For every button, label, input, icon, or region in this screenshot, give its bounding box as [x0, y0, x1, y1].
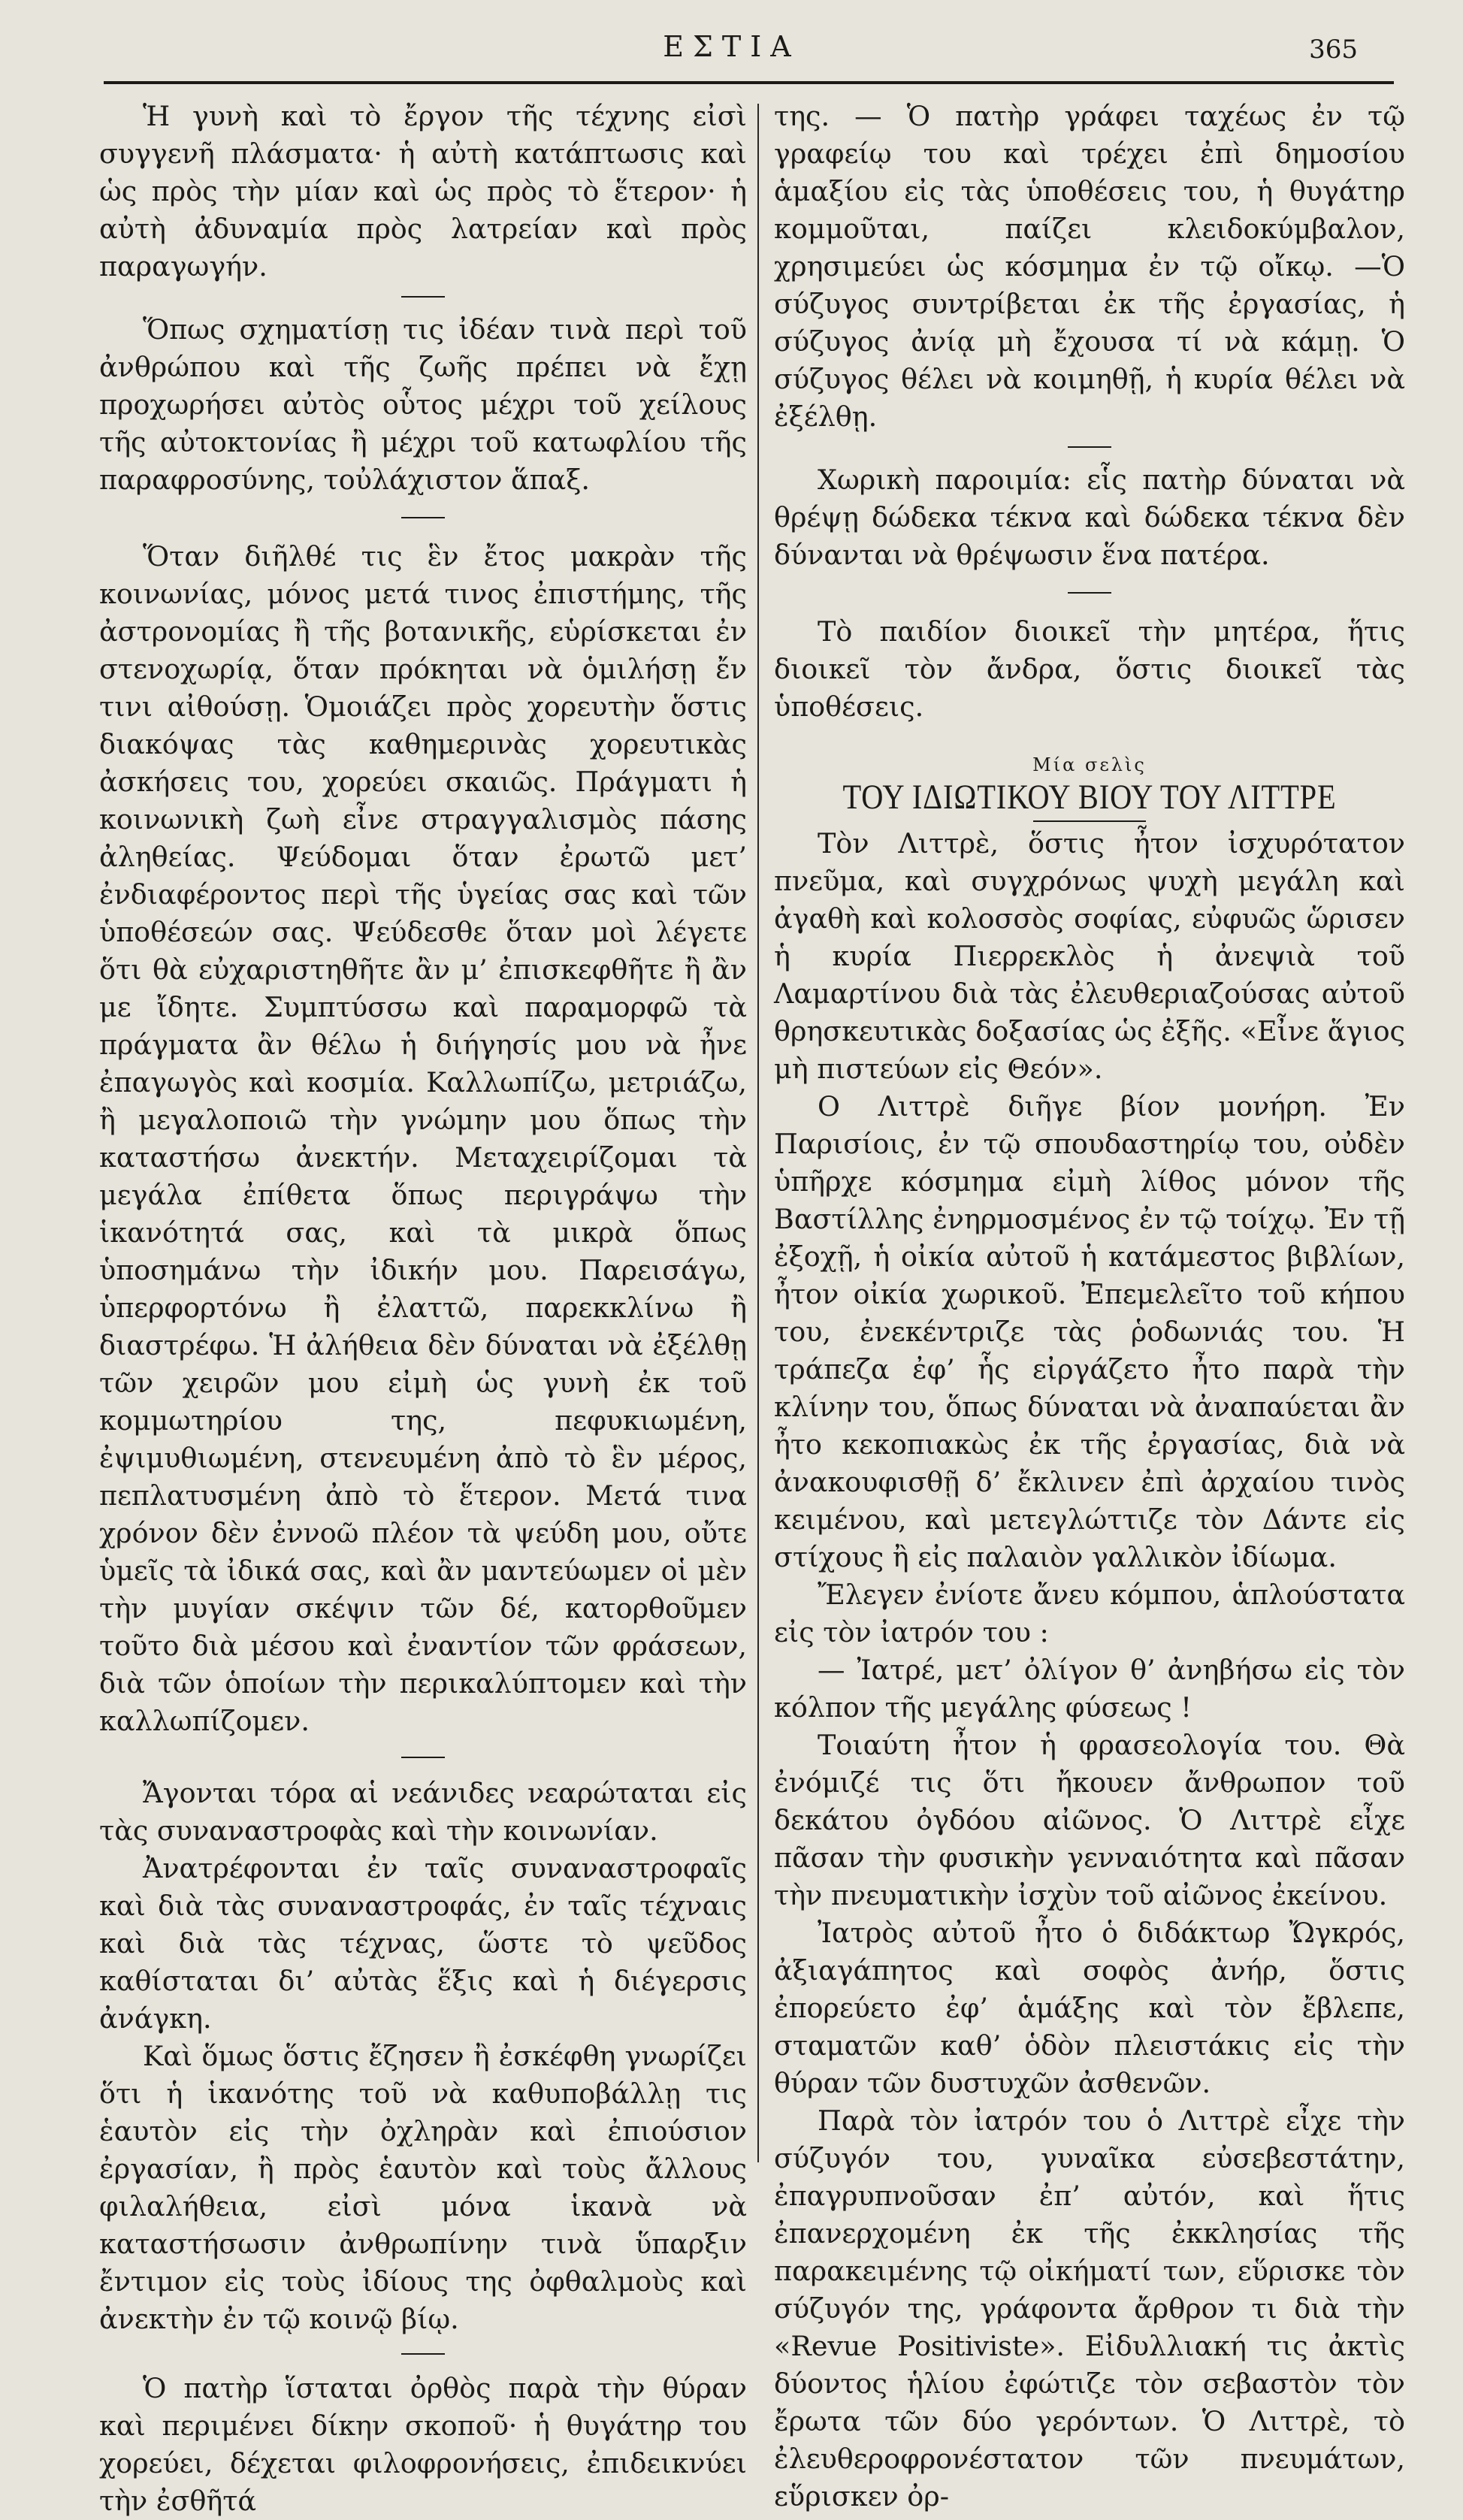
paragraph: Τὸν Λιττρὲ, ὅστις ἦτον ἰσχυρότατον πνεῦμα, καὶ συγχρόνως ψυχὴ μεγάλη καὶ ἀγαθὴ καὶ κολοσσὸς σοφίας, εὐφυῶς ὥρισεν ἡ κυρία Πιερρεκλὸς ἡ ἀνεψιὰ τοῦ Λαμαρτίνου διὰ τὰς ἐλευθεριαζούσας αὐτοῦ θρησκευτικὰς δοξασίας ὡς ἐξῆς. «Εἶνε ἅγιος μὴ πιστεύων εἰς Θεόν».: [774, 827, 1405, 1085]
paragraph: Καὶ ὅμως ὅστις ἔζησεν ἢ ἐσκέφθη γνωρίζει ὅτι ἡ ἱκανότης τοῦ νὰ καθυποβάλλῃ τις ἑαυτὸν εἰς τὴν ὀχληρὰν καὶ ἐπιούσιον ἐργασίαν, ἢ πρὸς ἑαυτὸν καὶ τοὺς ἄλλους φιλαλήθεια, εἰσὶ μόνα ἱκανὰ νὰ καταστήσωσιν ἀνθρωπίνην τινὰ ὕπαρξιν ἔντιμον εἰς τοὺς ἰδίους της ὀφθαλμοὺς καὶ ἀνεκτὴν ἐν τῷ κοινῷ βίῳ.: [99, 2040, 747, 2335]
separator-dash: [401, 2353, 445, 2355]
section-title-rule: [1033, 820, 1146, 822]
paragraph: Ο Λιττρὲ διῆγε βίον μονήρη. Ἐν Παρισίοις, ἐν τῷ σπουδαστηρίῳ του, οὐδὲν ὑπῆρχε κόσμημα εἰμὴ λίθος μόνον τῆς Βαστίλλης ἐνηρμοσμένος ἐν τῷ τοίχῳ. Ἐν τῇ ἐξοχῇ, ἡ οἰκία αὐτοῦ ἡ κατάμεστος βιβλίων, ἦτον οἰκία χωρικοῦ. Ἐπεμελεῖτο τοῦ κήπου του, ἐνεκέντριζε τὰς ῥοδωνιάς του. Ἡ τράπεζα ἐφ’ ἧς εἰργάζετο ἦτο παρὰ τὴν κλίνην του, ὅπως δύναται νὰ ἀναπαύεται ἂν ἦτο κεκοπιακὼς ἐκ τῆς ἐργασίας, διὰ νὰ ἀνακουφισθῇ δ’ ἔκλινεν ἐπὶ ἀρχαίου τινὸς κειμένου, καὶ μετεγλώττιζε τὸν Δάντε εἰς στίχους ἢ εἰς παλαιὸν γαλλικὸν ἰδίωμα.: [774, 1090, 1405, 1573]
separator-dash: [1068, 592, 1111, 594]
paragraph: Ἄγονται τόρα αἱ νεάνιδες νεαρώταται εἰς τὰς συναναστροφὰς καὶ τὴν κοινωνίαν.: [99, 1777, 747, 1847]
paragraph: Ἔλεγεν ἐνίοτε ἄνευ κόμπου, ἁπλούστατα εἰς τὸν ἰατρόν του :: [774, 1579, 1405, 1648]
column-rule: [757, 104, 759, 2162]
separator-dash: [401, 517, 445, 518]
left-column: [99, 98, 747, 2517]
paragraph: Τὸ παιδίον διοικεῖ τὴν μητέρα, ἥτις διοικεῖ τὸν ἄνδρα, ὅστις διοικεῖ τὰς ὑποθέσεις.: [774, 615, 1405, 723]
running-head: [0, 21, 1463, 74]
paragraph: Ἰατρὸς αὐτοῦ ἦτο ὁ διδάκτωρ Ὤγκρός, ἀξιαγάπητος καὶ σοφὸς ἀνήρ, ὅστις ἐπορεύετο ἐφ’ ἁμάξης καὶ τὸν ἔβλεπε, σταματῶν καθ’ ὁδὸν πλειστάκις εἰς τὴν θύραν τῶν δυστυχῶν ἀσθενῶν.: [774, 1917, 1405, 2099]
paragraph: Ὅταν διῆλθέ τις ἓν ἔτος μακρὰν τῆς κοινωνίας, μόνος μετά τινος ἐπιστήμης, τῆς ἀστρονομίας ἢ τῆς βοτανικῆς, εὑρίσκεται ἐν στενοχωρίᾳ, ὅταν πρόκηται νὰ ὁμιλήσῃ ἔν τινι αἰθούσῃ. Ὁμοιάζει πρὸς χορευτὴν ὅστις διακόψας τὰς καθημερινὰς χορευτικὰς ἀσκήσεις του, χορεύει σκαιῶς. Πράγματι ἡ κοινωνικὴ ζωὴ εἶνε στραγγαλισμὸς πάσης ἀληθείας. Ψεύδομαι ὅταν ἐρωτῶ μετ’ ἐνδιαφέροντος περὶ τῆς ὑγείας σας καὶ τῶν ὑποθέσεών σας. Ψεύδεσθε ὅταν μοὶ λέγετε ὅτι θὰ εὐχαριστηθῆτε ἂν μ’ ἐπισκεφθῆτε ἢ ἂν με ἴδητε. Συμπτύσσω καὶ παραμορφῶ τὰ πράγματα ἂν θέλω ἡ διήγησίς μου νὰ ἦνε ἐπαγωγὸς καὶ κοσμία. Καλλωπίζω, μετριάζω, ἢ μεγαλοποιῶ τὴν γνώμην μου ὅπως τὴν καταστήσω ἀνεκτήν. Μεταχειρίζομαι τὰ μεγάλα ἐπίθετα ὅπως περιγράψω τὴν ἱκανότητά σας, καὶ τὰ μικρὰ ὅπως ὑποσημάνω τὴν ἰδικήν μου. Παρεισάγω, ὑπερφορτόνω ἢ ἐλαττῶ, παρεκκλίνω ἢ διαστρέφω. Ἡ ἀλήθεια δὲν δύναται νὰ ἐξέλθῃ τῶν χειρῶν μου εἰμὴ ὡς γυνὴ ἐκ τοῦ κομμωτηρίου της, πεφυκιωμένη, ἐψιμυθιωμένη, στενευμένη ἀπὸ τὸ ἓν μέρος, πεπλατυσμένη ἀπὸ τὸ ἕτερον. Μετά τινα χρόνον δὲν ἐννοῶ πλέον τὰ ψεύδη μου, οὔτε ὑμεῖς τὰ ἰδικά σας, καὶ ἂν μαντεύωμεν οἱ μὲν τὴν μυγίαν σκέψιν τῶν δέ, κατορθοῦμεν τοῦτο διὰ μέσου καὶ ἐναντίον τῶν φράσεων, διὰ τῶν ὁποίων τὴν περικαλύπτομεν καὶ τὴν καλλωπίζομεν.: [99, 540, 747, 1737]
page-number: 365: [1309, 35, 1358, 65]
section-kicker: Μία σελὶς: [1032, 754, 1147, 775]
paragraph: Ὁ πατὴρ ἵσταται ὀρθὸς παρὰ τὴν θύραν καὶ περιμένει δίκην σκοποῦ· ἡ θυγάτηρ του χορεύει, δέχεται φιλοφρονήσεις, ἐπιδεικνύει τὴν ἐσθῆτά: [99, 2372, 747, 2517]
paragraph: Ὅπως σχηματίσῃ τις ἰδέαν τινὰ περὶ τοῦ ἀνθρώπου καὶ τῆς ζωῆς πρέπει νὰ ἔχῃ προχωρήσει αὐτὸς οὗτος μέχρι τοῦ χείλους τῆς αὐτοκτονίας ἢ μέχρι τοῦ κατωφλίου τῆς παραφροσύνης, τοὐλάχιστον ἅπαξ.: [99, 313, 747, 496]
paragraph: Ἡ γυνὴ καὶ τὸ ἔργον τῆς τέχνης εἰσὶ συγγενῆ πλάσματα· ἡ αὐτὴ κατάπτωσις καὶ ὡς πρὸς τὴν μίαν καὶ ὡς πρὸς τὸ ἕτερον· ἡ αὐτὴ ἀδυναμία πρὸς λατρείαν καὶ πρὸς παραγωγήν.: [99, 100, 747, 283]
separator-dash: [401, 1757, 445, 1758]
paragraph: Παρὰ τὸν ἰατρόν του ὁ Λιττρὲ εἶχε τὴν σύζυγόν του, γυναῖκα εὐσεβεστάτην, ἐπαγρυπνοῦσαν ἐπ’ αὐτόν, καὶ ἥτις ἐπανερχομένη ἐκ τῆς ἐκκλησίας τῆς παρακειμένης τῷ οἰκήματί των, εὕρισκε τὸν σύζυγόν της, γράφοντα ἄρθρον τι διὰ τὴν «Revue Positiviste». Εἰδυλλιακή τις ἀκτὶς δύοντος ἡλίου ἐφώτιζε τὸν σεβαστὸν τὸν ἔρωτα τῶν δύο γερόντων. Ὁ Λιττρὲ, τὸ ἐλευθεροφρονέστατον τῶν πνευμάτων, εὕρισκεν ὀρ-: [774, 2105, 1405, 2512]
separator-dash: [401, 296, 445, 298]
paragraph: — Ἰατρέ, μετ’ ὀλίγον θ’ ἀνηβήσω εἰς τὸν κόλπον τῆς μεγάλης φύσεως !: [774, 1654, 1405, 1724]
header-rule: [104, 81, 1394, 84]
paragraph: Ἀνατρέφονται ἐν ταῖς συναναστροφαῖς καὶ διὰ τὰς συναναστροφάς, ἐν ταῖς τέχναις καὶ διὰ τὰς τέχνας, ὥστε τὸ ψεῦδος καθίσταται δι’ αὐτὰς ἕξις καὶ ἡ διέγερσις ἀνάγκη.: [99, 1852, 747, 2035]
paragraph: Τοιαύτη ἦτον ἡ φρασεολογία του. Θὰ ἐνόμιζέ τις ὅτι ἤκουεν ἄνθρωπον τοῦ δεκάτου ὀγδόου αἰῶνος. Ὁ Λιττρὲ εἶχε πᾶσαν τὴν φυσικὴν γενναιότητα καὶ πᾶσαν τὴν πνευματικὴν ἰσχὺν τοῦ αἰῶνος ἐκείνου.: [774, 1729, 1405, 1911]
separator-dash: [1068, 446, 1111, 448]
journal-title: ΕΣΤΙΑ: [663, 30, 800, 63]
right-column: [774, 98, 1405, 2512]
section-title: ΤΟΥ ΙΔΙΩΤΙΚΟΥ ΒΙΟΥ ΤΟΥ ΛΙΤΤΡΕ: [842, 778, 1337, 817]
paragraph: της. — Ὁ πατὴρ γράφει ταχέως ἐν τῷ γραφείῳ του καὶ τρέχει ἐπὶ δημοσίου ἁμαξίου εἰς τὰς ὑποθέσεις του, ἡ θυγάτηρ κομμοῦται, παίζει κλειδοκύμβαλον, χρησιμεύει ὡς κόσμημα ἐν τῷ οἴκῳ. —Ὁ σύζυγος συντρίβεται ἐκ τῆς ἐργασίας, ἡ σύζυγος ἀνίᾳ μὴ ἔχουσα τί νὰ κάμῃ. Ὁ σύζυγος θέλει νὰ κοιμηθῇ, ἡ κυρία θέλει νὰ ἐξέλθῃ.: [774, 100, 1405, 433]
paragraph: Χωρικὴ παροιμία: εἷς πατὴρ δύναται νὰ θρέψῃ δώδεκα τέκνα καὶ δώδεκα τέκνα δὲν δύνανται νὰ θρέψωσιν ἕνα πατέρα.: [774, 464, 1405, 571]
